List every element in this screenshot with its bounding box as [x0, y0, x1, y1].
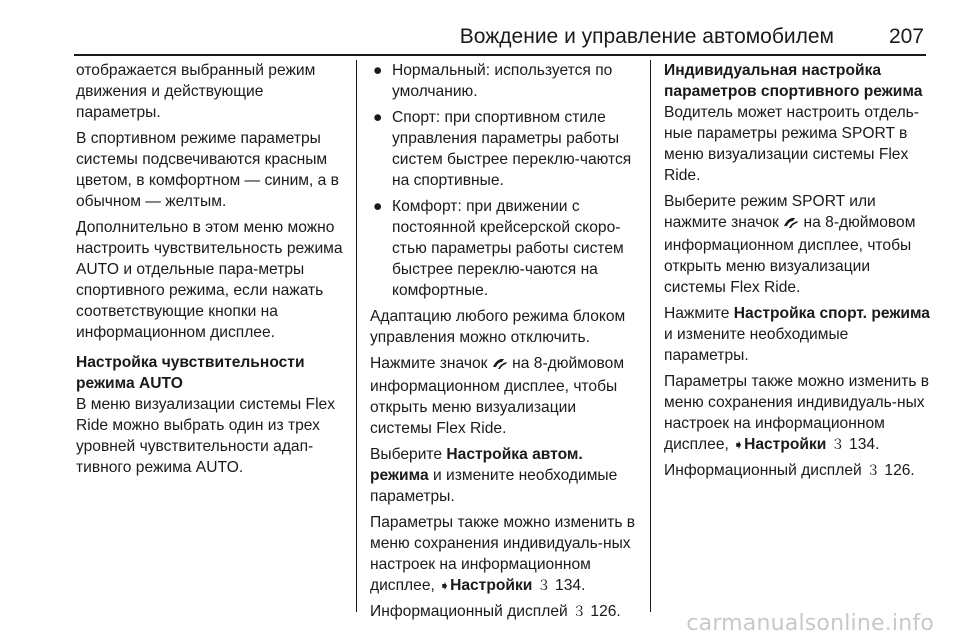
page-reference: 126. — [590, 603, 621, 620]
arrow-right-icon: ➧ — [439, 578, 451, 593]
page-number: 207 — [888, 25, 924, 48]
page-reference-icon: ３ — [572, 603, 587, 619]
menu-path: Настройка автом. режима — [370, 446, 583, 484]
menu-path: Настройки — [450, 577, 533, 594]
header-rule — [74, 54, 926, 56]
page-header — [0, 0, 960, 60]
page-title: Вождение и управление автомобилем — [459, 25, 834, 48]
column-1 — [76, 60, 348, 483]
page-reference: 126. — [884, 462, 915, 479]
paragraph: Нажмите значок на 8-дюймовом информационном дисплее, чтобы открыть меню визуализации системы Flex Ride. — [370, 355, 625, 437]
paragraph: Выберите Настройка автом. режима и измените необходимые параметры. — [370, 446, 618, 505]
page-reference-icon: ３ — [830, 436, 845, 452]
column-divider — [650, 60, 651, 612]
list-item: ● Комфорт: при движении с постоянной крейсерской скоро-стью параметры работы систем быстрее переклю-чаются на комфортные. — [373, 198, 624, 299]
paragraph: Водитель может настроить отдель-ные параметры режима SPORT в меню визуализации системы Flex Ride. — [664, 104, 919, 184]
bullet-icon: ● — [373, 198, 383, 215]
flexride-icon — [492, 355, 508, 376]
section-heading: Индивидуальная настройка параметров спортивного режима — [664, 62, 923, 100]
column-3 — [664, 60, 936, 486]
paragraph: отображается выбранный режим движения и действующие параметры. — [76, 62, 316, 121]
watermark: carmanualsonline.info — [686, 611, 934, 636]
paragraph: Информационный дисплей ３ 126. — [370, 603, 621, 620]
page-reference-icon: ３ — [536, 577, 551, 593]
paragraph: Адаптацию любого режима блоком управления можно отключить. — [370, 308, 626, 346]
column-divider — [356, 60, 357, 612]
menu-path: Настройка спорт. режима — [733, 305, 930, 322]
mode-list — [370, 60, 642, 301]
paragraph: Дополнительно в этом меню можно настроить чувствительность режима AUTO и отдельные пара-метры спортивного режима, если нажать соответствующие кнопки на информационном дисплее. — [76, 219, 343, 341]
flexride-icon — [783, 214, 799, 235]
list-item: ● Нормальный: используется по умолчанию. — [373, 62, 613, 100]
menu-path: Настройки — [744, 436, 827, 453]
bullet-icon: ● — [373, 62, 383, 79]
column-2 — [370, 60, 642, 627]
paragraph: В меню визуализации системы Flex Ride можно выбрать один из трех уровней чувствительности адап-тивного режима AUTO. — [76, 396, 336, 476]
list-item: ● Спорт: при спортивном стиле управления параметры работы систем быстрее переклю-чаются на спортивные. — [373, 109, 632, 189]
paragraph: Нажмите Настройка спорт. режима и измените необходимые параметры. — [664, 305, 930, 364]
bullet-icon: ● — [373, 109, 383, 126]
paragraph: Информационный дисплей ３ 126. — [664, 462, 915, 479]
page-reference: 134. — [849, 436, 880, 453]
paragraph: Выберите режим SPORT или нажмите значок на 8-дюймовом информационном дисплее, чтобы открыть меню визуализации системы Flex Ride. — [664, 193, 916, 296]
paragraph: В спортивном режиме параметры системы подсвечиваются красным цветом, в комфортном — синим, а в обычном — желтым. — [76, 130, 339, 210]
paragraph: Параметры также можно изменить в меню сохранения индивидуаль-ных настроек на информационном дисплее, ➧Настройки ３ 134. — [370, 514, 636, 594]
arrow-right-icon: ➧ — [733, 437, 745, 452]
page-reference-icon: ３ — [866, 462, 881, 478]
paragraph: Параметры также можно изменить в меню сохранения индивидуаль-ных настроек на информационном дисплее, ➧Настройки ３ 134. — [664, 373, 930, 453]
page-reference: 134. — [555, 577, 586, 594]
section-heading: Настройка чувствительности режима AUTO — [76, 354, 305, 392]
